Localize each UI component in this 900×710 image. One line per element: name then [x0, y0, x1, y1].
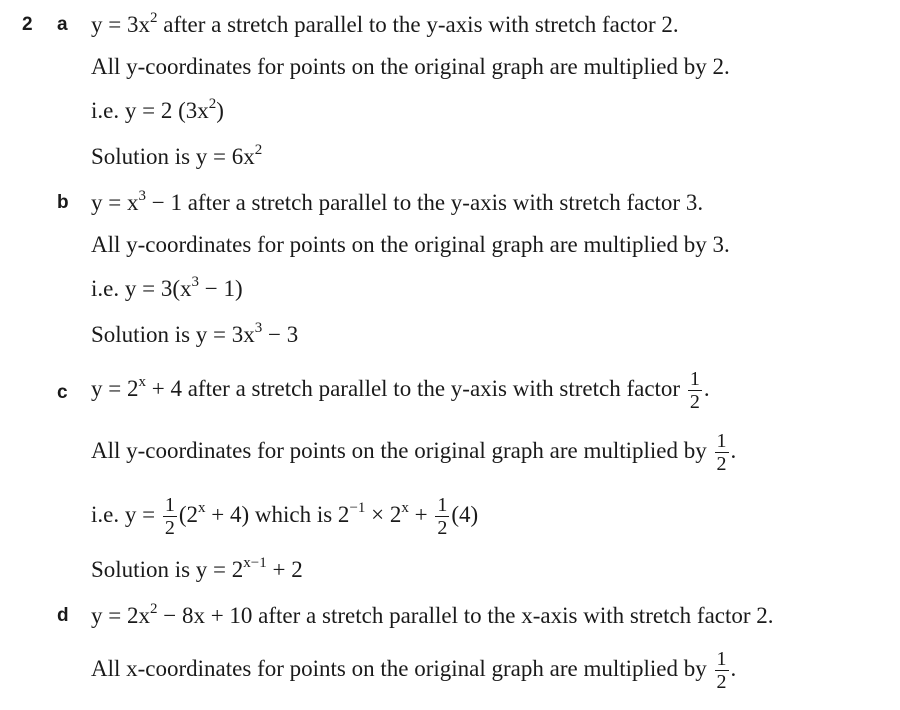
part-d-explanation: All x-coordinates for points on the original graph are multiplied by $\frac{1}{2}$ .: [91, 648, 737, 693]
fraction-one-half: $\frac{1}{2}$: [716, 430, 727, 475]
part-label-a: a: [57, 14, 68, 35]
part-label-b: b: [57, 192, 69, 213]
part-b-explanation: All y-coordinates for points on the original graph are multiplied by 3.: [91, 232, 730, 257]
fraction-one-half: $\frac{1}{2}$: [689, 368, 700, 413]
part-a-solution: Solution is $y = 6x^2$: [91, 142, 263, 169]
question-number: 2: [22, 14, 33, 35]
part-c-statement: $y = 2^x + 4$ after a stretch parallel to the y-axis with stretch factor $\frac{1}{2}$ .: [91, 368, 710, 413]
fraction-one-half: $\frac{1}{2}$: [164, 494, 175, 539]
part-label-c: c: [57, 382, 68, 403]
fraction-one-half: $\frac{1}{2}$: [437, 494, 448, 539]
fraction-one-half: $\frac{1}{2}$: [716, 648, 727, 693]
part-a-explanation: All y-coordinates for points on the original graph are multiplied by 2.: [91, 54, 730, 79]
part-b-working: i.e. $y = 3(x^3 - 1)$: [91, 274, 243, 301]
part-c-working: i.e. y = $\frac{1}{2}$ $(2^x + 4)$ which is $2^{-1} \times 2^x$ + $\frac{1}{2}$ (4): [91, 494, 479, 539]
part-c-solution: Solution is $y = 2^{x-1} + 2$: [91, 555, 303, 582]
part-a-statement: $y = 3x^2$ after a stretch parallel to the y-axis with stretch factor 2.: [91, 10, 679, 37]
part-d-statement: $y = 2x^2 - 8x + 10$ after a stretch parallel to the x-axis with stretch factor 2.: [91, 601, 774, 628]
part-b-solution: Solution is $y = 3x^3 - 3$: [91, 320, 299, 347]
part-a-working: i.e. y = 2 $(3x^2)$: [91, 96, 224, 123]
part-b-statement: $y = x^3 - 1$ after a stretch parallel to the y-axis with stretch factor 3.: [91, 188, 704, 215]
part-label-d: d: [57, 605, 69, 626]
part-c-explanation: All y-coordinates for points on the original graph are multiplied by $\frac{1}{2}$ .: [91, 430, 737, 475]
